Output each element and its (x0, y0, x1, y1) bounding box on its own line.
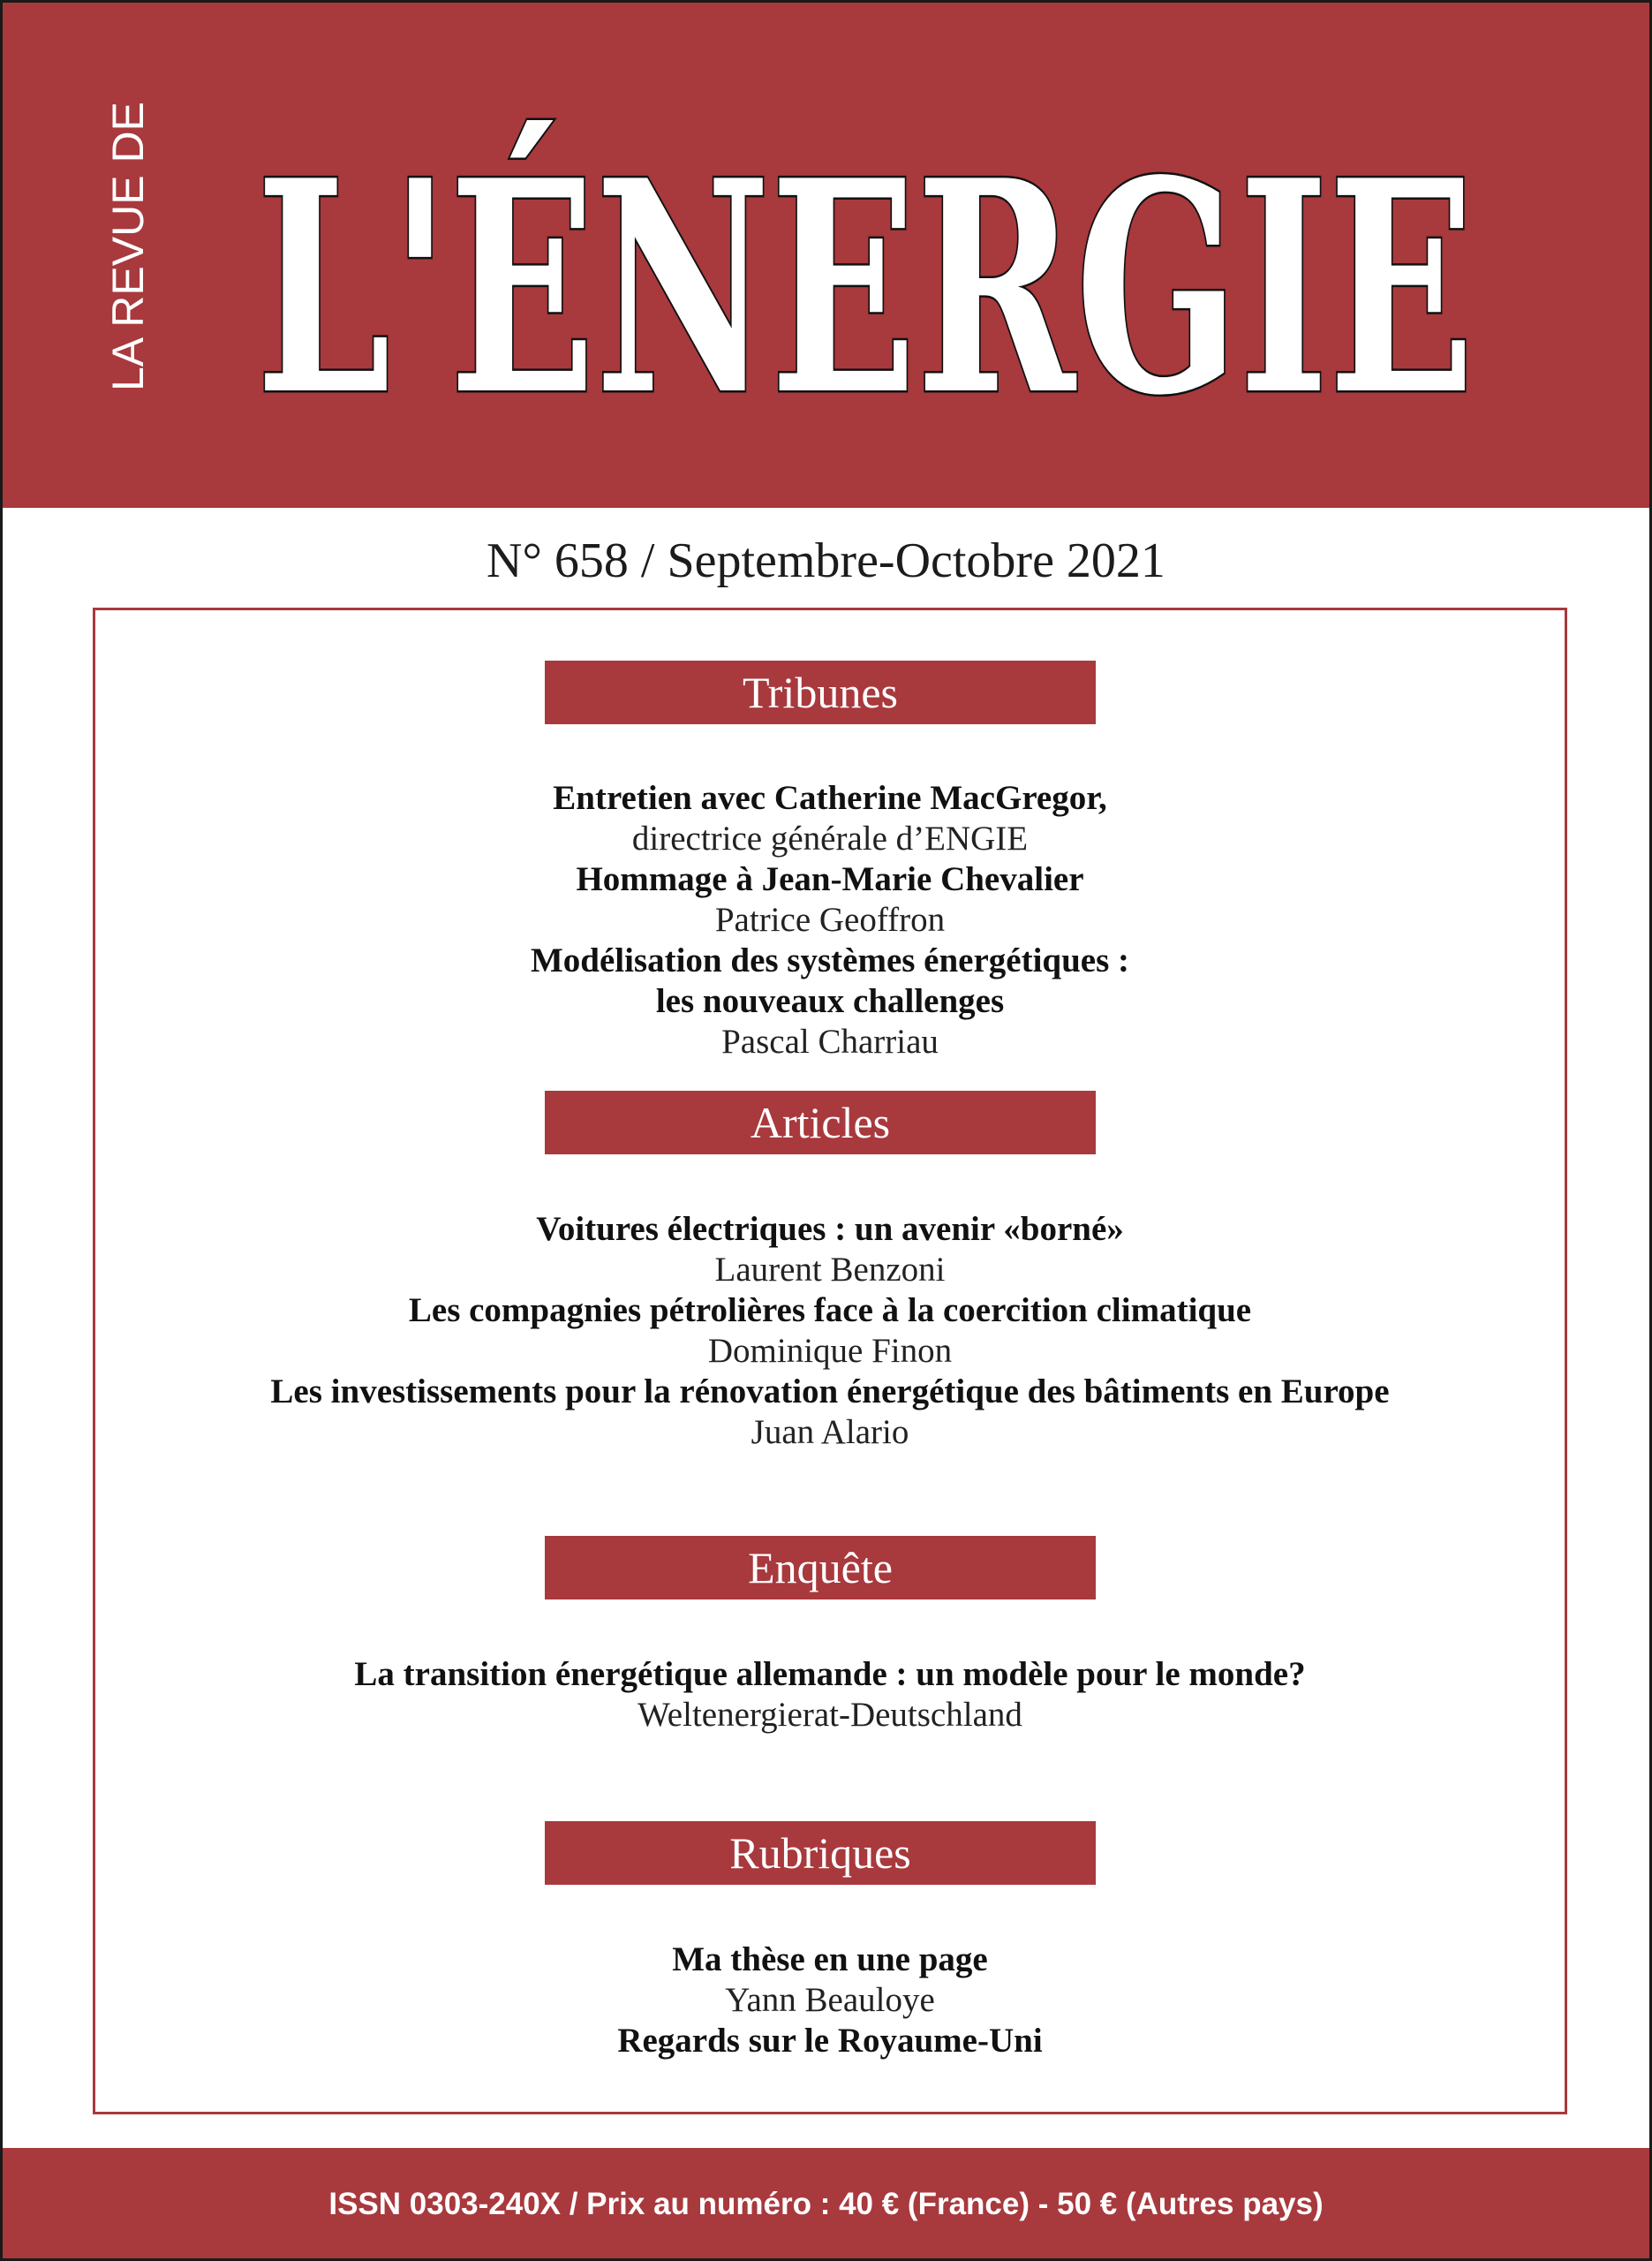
entry-title: Modélisation des systèmes énergétiques : (530, 941, 1130, 979)
entry-author: Pascal Charriau (721, 1023, 939, 1061)
entry-author: Weltenergierat-Deutschland (637, 1696, 1022, 1734)
section-header-rubriques: Rubriques (545, 1821, 1096, 1885)
masthead-title-text: L'ÉNERGIE (256, 117, 1475, 459)
section-header-tribunes: Tribunes (545, 661, 1096, 724)
section-enquete-entries (93, 1654, 1567, 1735)
section-tribunes-entries (93, 778, 1567, 1062)
entry-title-continued: les nouveaux challenges (655, 982, 1005, 1020)
entry-title: Regards sur le Royaume-Uni (617, 2022, 1043, 2060)
entry-author: Dominique Finon (707, 1332, 953, 1370)
section-header-articles: Articles (545, 1091, 1096, 1154)
entry-author: Yann Beauloye (725, 1981, 935, 2019)
entry-title: Ma thèse en une page (672, 1940, 988, 1978)
section-rubriques-entries (93, 1940, 1567, 2061)
entry-title: Entretien avec Catherine MacGregor, (553, 779, 1107, 817)
entry-title: Les compagnies pétrolières face à la coercition climatique (408, 1291, 1252, 1329)
entry-author: Juan Alario (751, 1413, 909, 1451)
entry-title: Les investissements pour la rénovation énergétique des bâtiments en Europe (270, 1372, 1390, 1410)
masthead-title (0, 0, 1652, 508)
entry-title: Voitures électriques : un avenir «borné» (536, 1210, 1124, 1248)
entry-title: Hommage à Jean-Marie Chevalier (576, 860, 1084, 898)
entry-author: Patrice Geoffron (714, 901, 946, 939)
footer-issn-price: ISSN 0303-240X / Prix au numéro : 40 € (France) - 50 € (Autres pays) (0, 2148, 1652, 2261)
entry-title: La transition énergétique allemande : un modèle pour le monde? (354, 1655, 1306, 1693)
issue-number-date: N° 658 / Septembre-Octobre 2021 (487, 533, 1165, 588)
section-articles-entries (93, 1209, 1567, 1453)
entry-author: directrice générale d’ENGIE (631, 820, 1029, 858)
section-header-enquete: Enquête (545, 1536, 1096, 1599)
masthead-subtitle: LA REVUE DE (103, 102, 153, 391)
entry-author: Laurent Benzoni (714, 1251, 946, 1289)
